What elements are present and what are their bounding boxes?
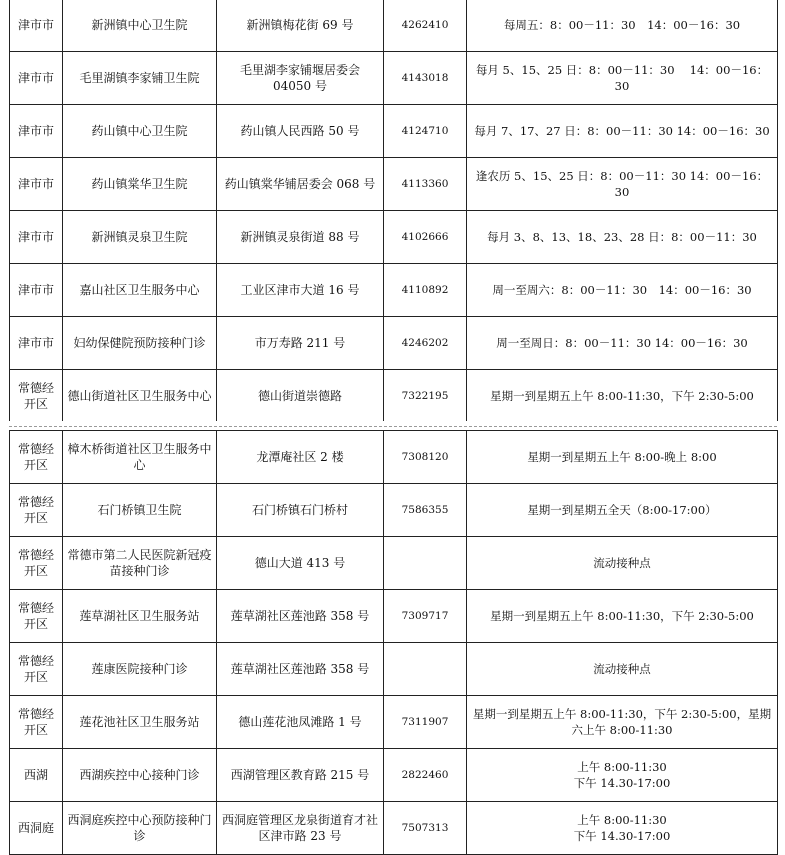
cell-district: 津市市 xyxy=(10,52,63,105)
cell-name: 妇幼保健院预防接种门诊 xyxy=(63,317,217,370)
cell-district: 常德经开区 xyxy=(10,643,63,696)
cell-district: 常德经开区 xyxy=(10,484,63,537)
cell-name: 莲草湖社区卫生服务站 xyxy=(63,590,217,643)
cell-phone: 2822460 xyxy=(384,749,467,802)
cell-hours xyxy=(467,749,778,802)
cell-address: 德山莲花池凤滩路 1 号 xyxy=(217,696,384,749)
table-row xyxy=(10,264,778,317)
cell-address: 龙潭庵社区 2 楼 xyxy=(217,431,384,484)
cell-phone: 4143018 xyxy=(384,52,467,105)
cell-phone xyxy=(384,643,467,696)
table-row xyxy=(10,431,778,484)
table-row xyxy=(10,158,778,211)
vaccination-table-part-2 xyxy=(9,430,778,855)
hours-line: 星期一到星期五上午 8:00-11:30，下午 2:30-5:00，星期六上午 8:00-11:30 xyxy=(472,707,772,737)
cell-name: 西湖疾控中心接种门诊 xyxy=(63,749,217,802)
cell-phone xyxy=(384,537,467,590)
cell-name: 药山镇棠华卫生院 xyxy=(63,158,217,211)
cell-hours xyxy=(467,370,778,423)
cell-name: 嘉山社区卫生服务中心 xyxy=(63,264,217,317)
cell-address: 新洲镇梅花街 69 号 xyxy=(217,0,384,52)
cell-name: 常德市第二人民医院新冠疫苗接种门诊 xyxy=(63,537,217,590)
cell-name: 樟木桥街道社区卫生服务中心 xyxy=(63,431,217,484)
cell-district: 西洞庭 xyxy=(10,802,63,855)
cell-district: 津市市 xyxy=(10,0,63,52)
cell-name: 石门桥镇卫生院 xyxy=(63,484,217,537)
cell-address: 莲草湖社区莲池路 358 号 xyxy=(217,643,384,696)
cell-address: 德山大道 413 号 xyxy=(217,537,384,590)
cell-phone: 4262410 xyxy=(384,0,467,52)
cell-phone: 4102666 xyxy=(384,211,467,264)
cell-hours xyxy=(467,211,778,264)
hours-line: 每月 7、17、27 日：8：00－11：30 14：00－16：30 xyxy=(474,124,770,138)
cell-hours xyxy=(467,802,778,855)
hours-line: 星期一到星期五上午 8:00-11:30，下午 2:30-5:00 xyxy=(490,609,754,623)
table-body-2 xyxy=(10,431,778,855)
hours-line: 星期一到星期五上午 8:00-11:30，下午 2:30-5:00 xyxy=(490,389,754,403)
hours-line: 星期一到星期五全天（8:00-17:00） xyxy=(527,503,717,517)
cell-hours xyxy=(467,158,778,211)
table-row xyxy=(10,211,778,264)
cell-address: 毛里湖李家铺堰居委会 04050 号 xyxy=(217,52,384,105)
table-row xyxy=(10,484,778,537)
hours-line: 每月 3、8、13、18、23、28 日：8：00－11：30 xyxy=(487,230,757,244)
hours-line: 逢农历 5、15、25 日：8：00－11：30 14：00－16：30 xyxy=(475,169,769,199)
cell-hours xyxy=(467,696,778,749)
table-row xyxy=(10,802,778,855)
cell-district: 常德经开区 xyxy=(10,696,63,749)
hours-line: 下午 14.30-17:00 xyxy=(573,829,671,843)
cell-district: 津市市 xyxy=(10,158,63,211)
hours-line: 周一至周六：8：00－11：30 14：00－16：30 xyxy=(492,283,752,297)
cell-hours xyxy=(467,264,778,317)
cell-phone: 7309717 xyxy=(384,590,467,643)
cell-phone: 4246202 xyxy=(384,317,467,370)
cell-hours xyxy=(467,590,778,643)
cell-address: 药山镇人民西路 50 号 xyxy=(217,105,384,158)
cell-name: 德山街道社区卫生服务中心 xyxy=(63,370,217,423)
hours-line: 周一至周日：8：00－11：30 14：00－16：30 xyxy=(496,336,748,350)
cell-address: 莲草湖社区莲池路 358 号 xyxy=(217,590,384,643)
cell-address: 石门桥镇石门桥村 xyxy=(217,484,384,537)
cell-district: 津市市 xyxy=(10,317,63,370)
table-row xyxy=(10,370,778,423)
table-row xyxy=(10,590,778,643)
vaccination-table-part-1 xyxy=(9,0,778,423)
cell-name: 毛里湖镇李家铺卫生院 xyxy=(63,52,217,105)
table-row xyxy=(10,105,778,158)
cell-address: 工业区津市大道 16 号 xyxy=(217,264,384,317)
cell-phone: 7507313 xyxy=(384,802,467,855)
cell-district: 津市市 xyxy=(10,264,63,317)
cell-phone: 4110892 xyxy=(384,264,467,317)
cell-hours xyxy=(467,52,778,105)
cell-phone: 7311907 xyxy=(384,696,467,749)
cell-name: 西洞庭疾控中心预防接种门诊 xyxy=(63,802,217,855)
cell-name: 莲花池社区卫生服务站 xyxy=(63,696,217,749)
table-row xyxy=(10,537,778,590)
hours-line: 上午 8:00-11:30 xyxy=(577,813,667,827)
cell-district: 津市市 xyxy=(10,211,63,264)
cell-address: 新洲镇灵泉街道 88 号 xyxy=(217,211,384,264)
cell-hours xyxy=(467,317,778,370)
cell-phone: 7322195 xyxy=(384,370,467,423)
cell-hours xyxy=(467,643,778,696)
cell-hours xyxy=(467,484,778,537)
cell-phone: 7308120 xyxy=(384,431,467,484)
cell-district: 津市市 xyxy=(10,105,63,158)
hours-line: 每周五：8：00－11：30 14：00－16：30 xyxy=(503,18,741,32)
cell-phone: 4113360 xyxy=(384,158,467,211)
cell-address: 西湖管理区教育路 215 号 xyxy=(217,749,384,802)
cell-district: 常德经开区 xyxy=(10,431,63,484)
table-row xyxy=(10,696,778,749)
cell-name: 莲康医院接种门诊 xyxy=(63,643,217,696)
table-row xyxy=(10,643,778,696)
cell-hours xyxy=(467,105,778,158)
hours-line: 上午 8:00-11:30 xyxy=(577,760,667,774)
hours-line: 流动接种点 xyxy=(593,556,651,570)
cell-address: 德山街道崇德路 xyxy=(217,370,384,423)
hours-line: 星期一到星期五上午 8:00-晚上 8:00 xyxy=(527,450,717,464)
cell-hours xyxy=(467,537,778,590)
cell-district: 常德经开区 xyxy=(10,370,63,423)
table-row xyxy=(10,749,778,802)
cell-address: 西洞庭管理区龙泉街道育才社区津市路 23 号 xyxy=(217,802,384,855)
cell-name: 新洲镇中心卫生院 xyxy=(63,0,217,52)
cell-district: 常德经开区 xyxy=(10,590,63,643)
cell-hours xyxy=(467,0,778,52)
cell-address: 药山镇棠华铺居委会 068 号 xyxy=(217,158,384,211)
hours-line: 每月 5、15、25 日：8：00－11：30 14：00－16：30 xyxy=(475,63,769,93)
cell-address: 市万寿路 211 号 xyxy=(217,317,384,370)
cell-phone: 7586355 xyxy=(384,484,467,537)
cell-name: 新洲镇灵泉卫生院 xyxy=(63,211,217,264)
cell-district: 西湖 xyxy=(10,749,63,802)
cell-phone: 4124710 xyxy=(384,105,467,158)
table-row xyxy=(10,52,778,105)
table-body-1 xyxy=(10,0,778,423)
cell-name: 药山镇中心卫生院 xyxy=(63,105,217,158)
cell-hours xyxy=(467,431,778,484)
cell-district: 常德经开区 xyxy=(10,537,63,590)
page-break-line xyxy=(9,426,777,427)
table-row xyxy=(10,0,778,52)
hours-line: 下午 14.30-17:00 xyxy=(573,776,671,790)
hours-line: 流动接种点 xyxy=(593,662,651,676)
table-row xyxy=(10,317,778,370)
